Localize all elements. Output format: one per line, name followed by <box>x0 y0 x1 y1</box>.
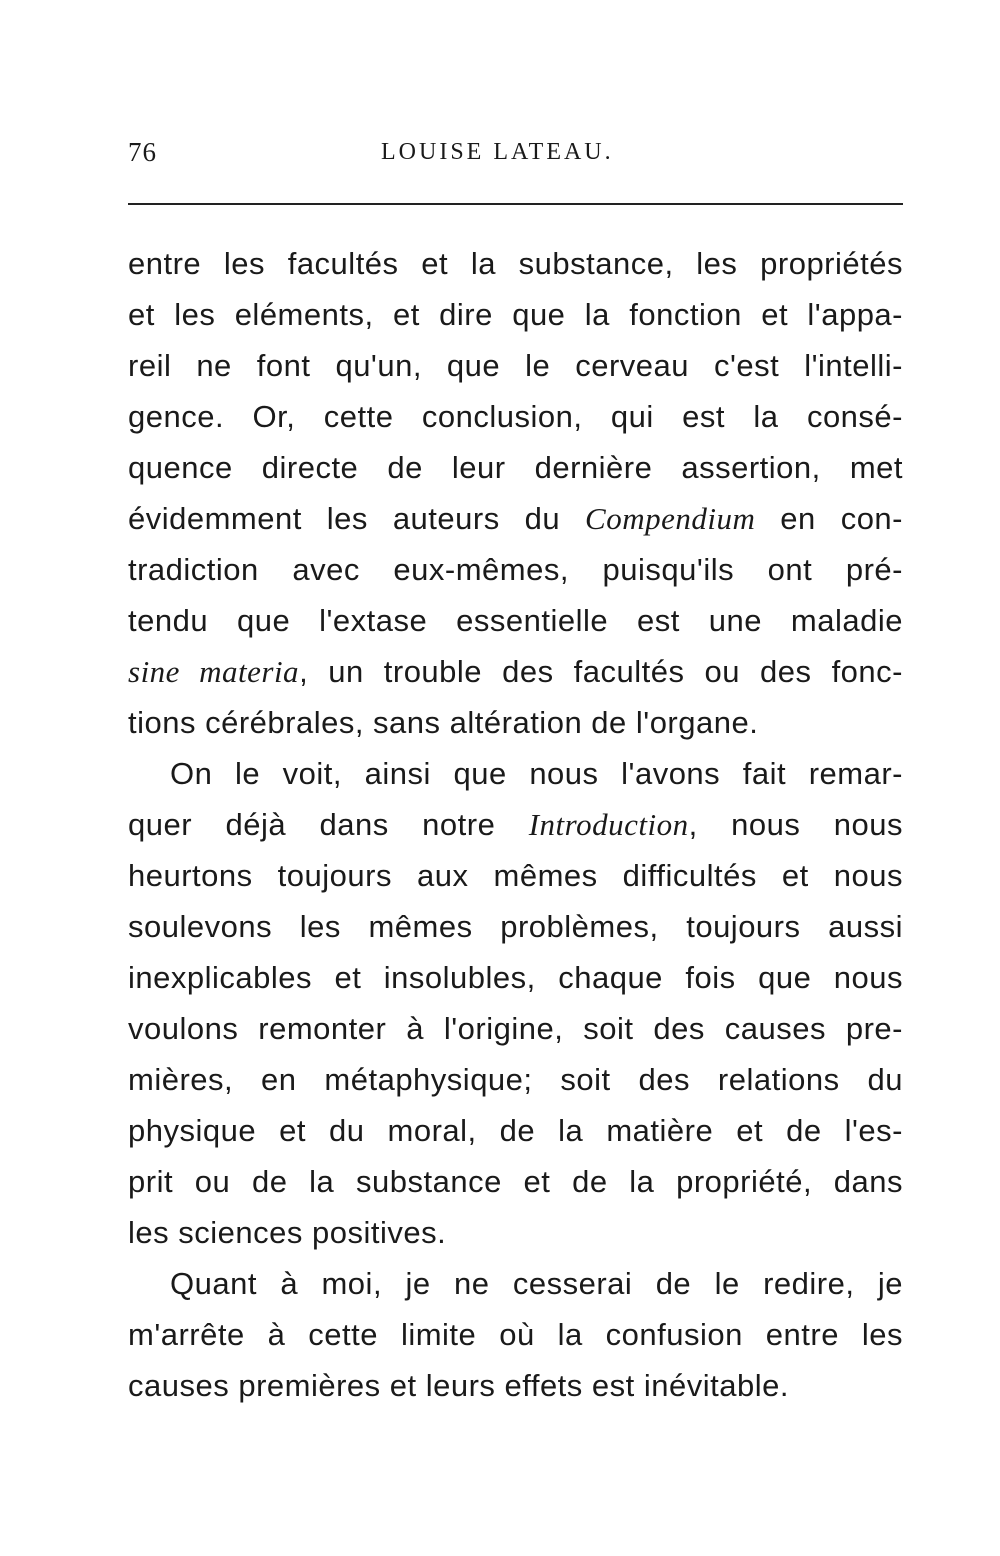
running-head <box>128 137 903 171</box>
text-segment: gence. Or, cette conclusion, qui est la consé- <box>128 399 903 434</box>
text-segment: tions cérébrales, sans altération de l'organe. <box>128 705 759 740</box>
text-segment: tendu que l'extase essentielle est une maladie <box>128 603 903 638</box>
text-segment: prit ou de la substance et de la propriété, dans <box>128 1164 903 1199</box>
text-line <box>128 901 903 952</box>
text-segment: , nous nous <box>688 807 903 842</box>
text-line <box>128 238 903 289</box>
text-line <box>128 595 903 646</box>
paragraph <box>128 238 903 748</box>
text-segment: physique et du moral, de la matière et de l'es- <box>128 1113 903 1148</box>
text-line <box>128 493 903 544</box>
text-line <box>128 952 903 1003</box>
text-segment: On le voit, ainsi que nous l'avons fait remar- <box>170 756 903 791</box>
italic-text: sine materia <box>128 654 300 689</box>
text-line <box>128 1207 903 1258</box>
text-segment: voulons remonter à l'origine, soit des causes pre- <box>128 1011 903 1046</box>
text-line <box>128 748 903 799</box>
text-line <box>128 850 903 901</box>
text-line <box>128 391 903 442</box>
text-line <box>128 1360 903 1411</box>
text-line <box>128 1054 903 1105</box>
running-title: LOUISE LATEAU. <box>381 139 614 165</box>
text-segment: reil ne font qu'un, que le cerveau c'est l'intelli- <box>128 348 903 383</box>
page-number: 76 <box>128 137 157 167</box>
text-segment: tradiction avec eux-mêmes, puisqu'ils ont pré- <box>128 552 903 587</box>
text-segment: m'arrête à cette limite où la confusion entre les <box>128 1317 903 1352</box>
text-segment: évidemment les auteurs du <box>128 501 586 536</box>
text-segment: les sciences positives. <box>128 1215 447 1250</box>
text-line <box>128 799 903 850</box>
italic-text: Compendium <box>585 501 756 536</box>
text-segment: quence directe de leur dernière assertion, met <box>128 450 903 485</box>
text-line <box>128 1309 903 1360</box>
text-segment: inexplicables et insolubles, chaque fois que nous <box>128 960 903 995</box>
paragraph <box>128 1258 903 1411</box>
text-segment: mières, en métaphysique; soit des relations du <box>128 1062 903 1097</box>
text-segment: entre les facultés et la substance, les propriétés <box>128 246 903 281</box>
text-segment: et les eléments, et dire que la fonction et l'appa- <box>128 297 903 332</box>
text-line <box>128 1003 903 1054</box>
text-line <box>128 697 903 748</box>
italic-text: Introduction <box>528 807 689 842</box>
text-line <box>128 1258 903 1309</box>
text-line <box>128 544 903 595</box>
text-segment: causes premières et leurs effets est inévitable. <box>128 1368 789 1403</box>
text-segment: heurtons toujours aux mêmes difficultés et nous <box>128 858 903 893</box>
text-line <box>128 1156 903 1207</box>
text-segment: en con- <box>755 501 904 536</box>
text-segment: , un trouble des facultés ou des fonc- <box>299 654 903 689</box>
text-line <box>128 289 903 340</box>
text-segment: soulevons les mêmes problèmes, toujours aussi <box>128 909 903 944</box>
text-segment: quer déjà dans notre <box>128 807 529 842</box>
text-line <box>128 1105 903 1156</box>
text-line <box>128 442 903 493</box>
body-text <box>128 238 903 1411</box>
text-line <box>128 340 903 391</box>
header-rule <box>128 203 903 205</box>
paragraph <box>128 748 903 1258</box>
text-segment: Quant à moi, je ne cesserai de le redire, je <box>170 1266 903 1301</box>
text-line <box>128 646 903 697</box>
